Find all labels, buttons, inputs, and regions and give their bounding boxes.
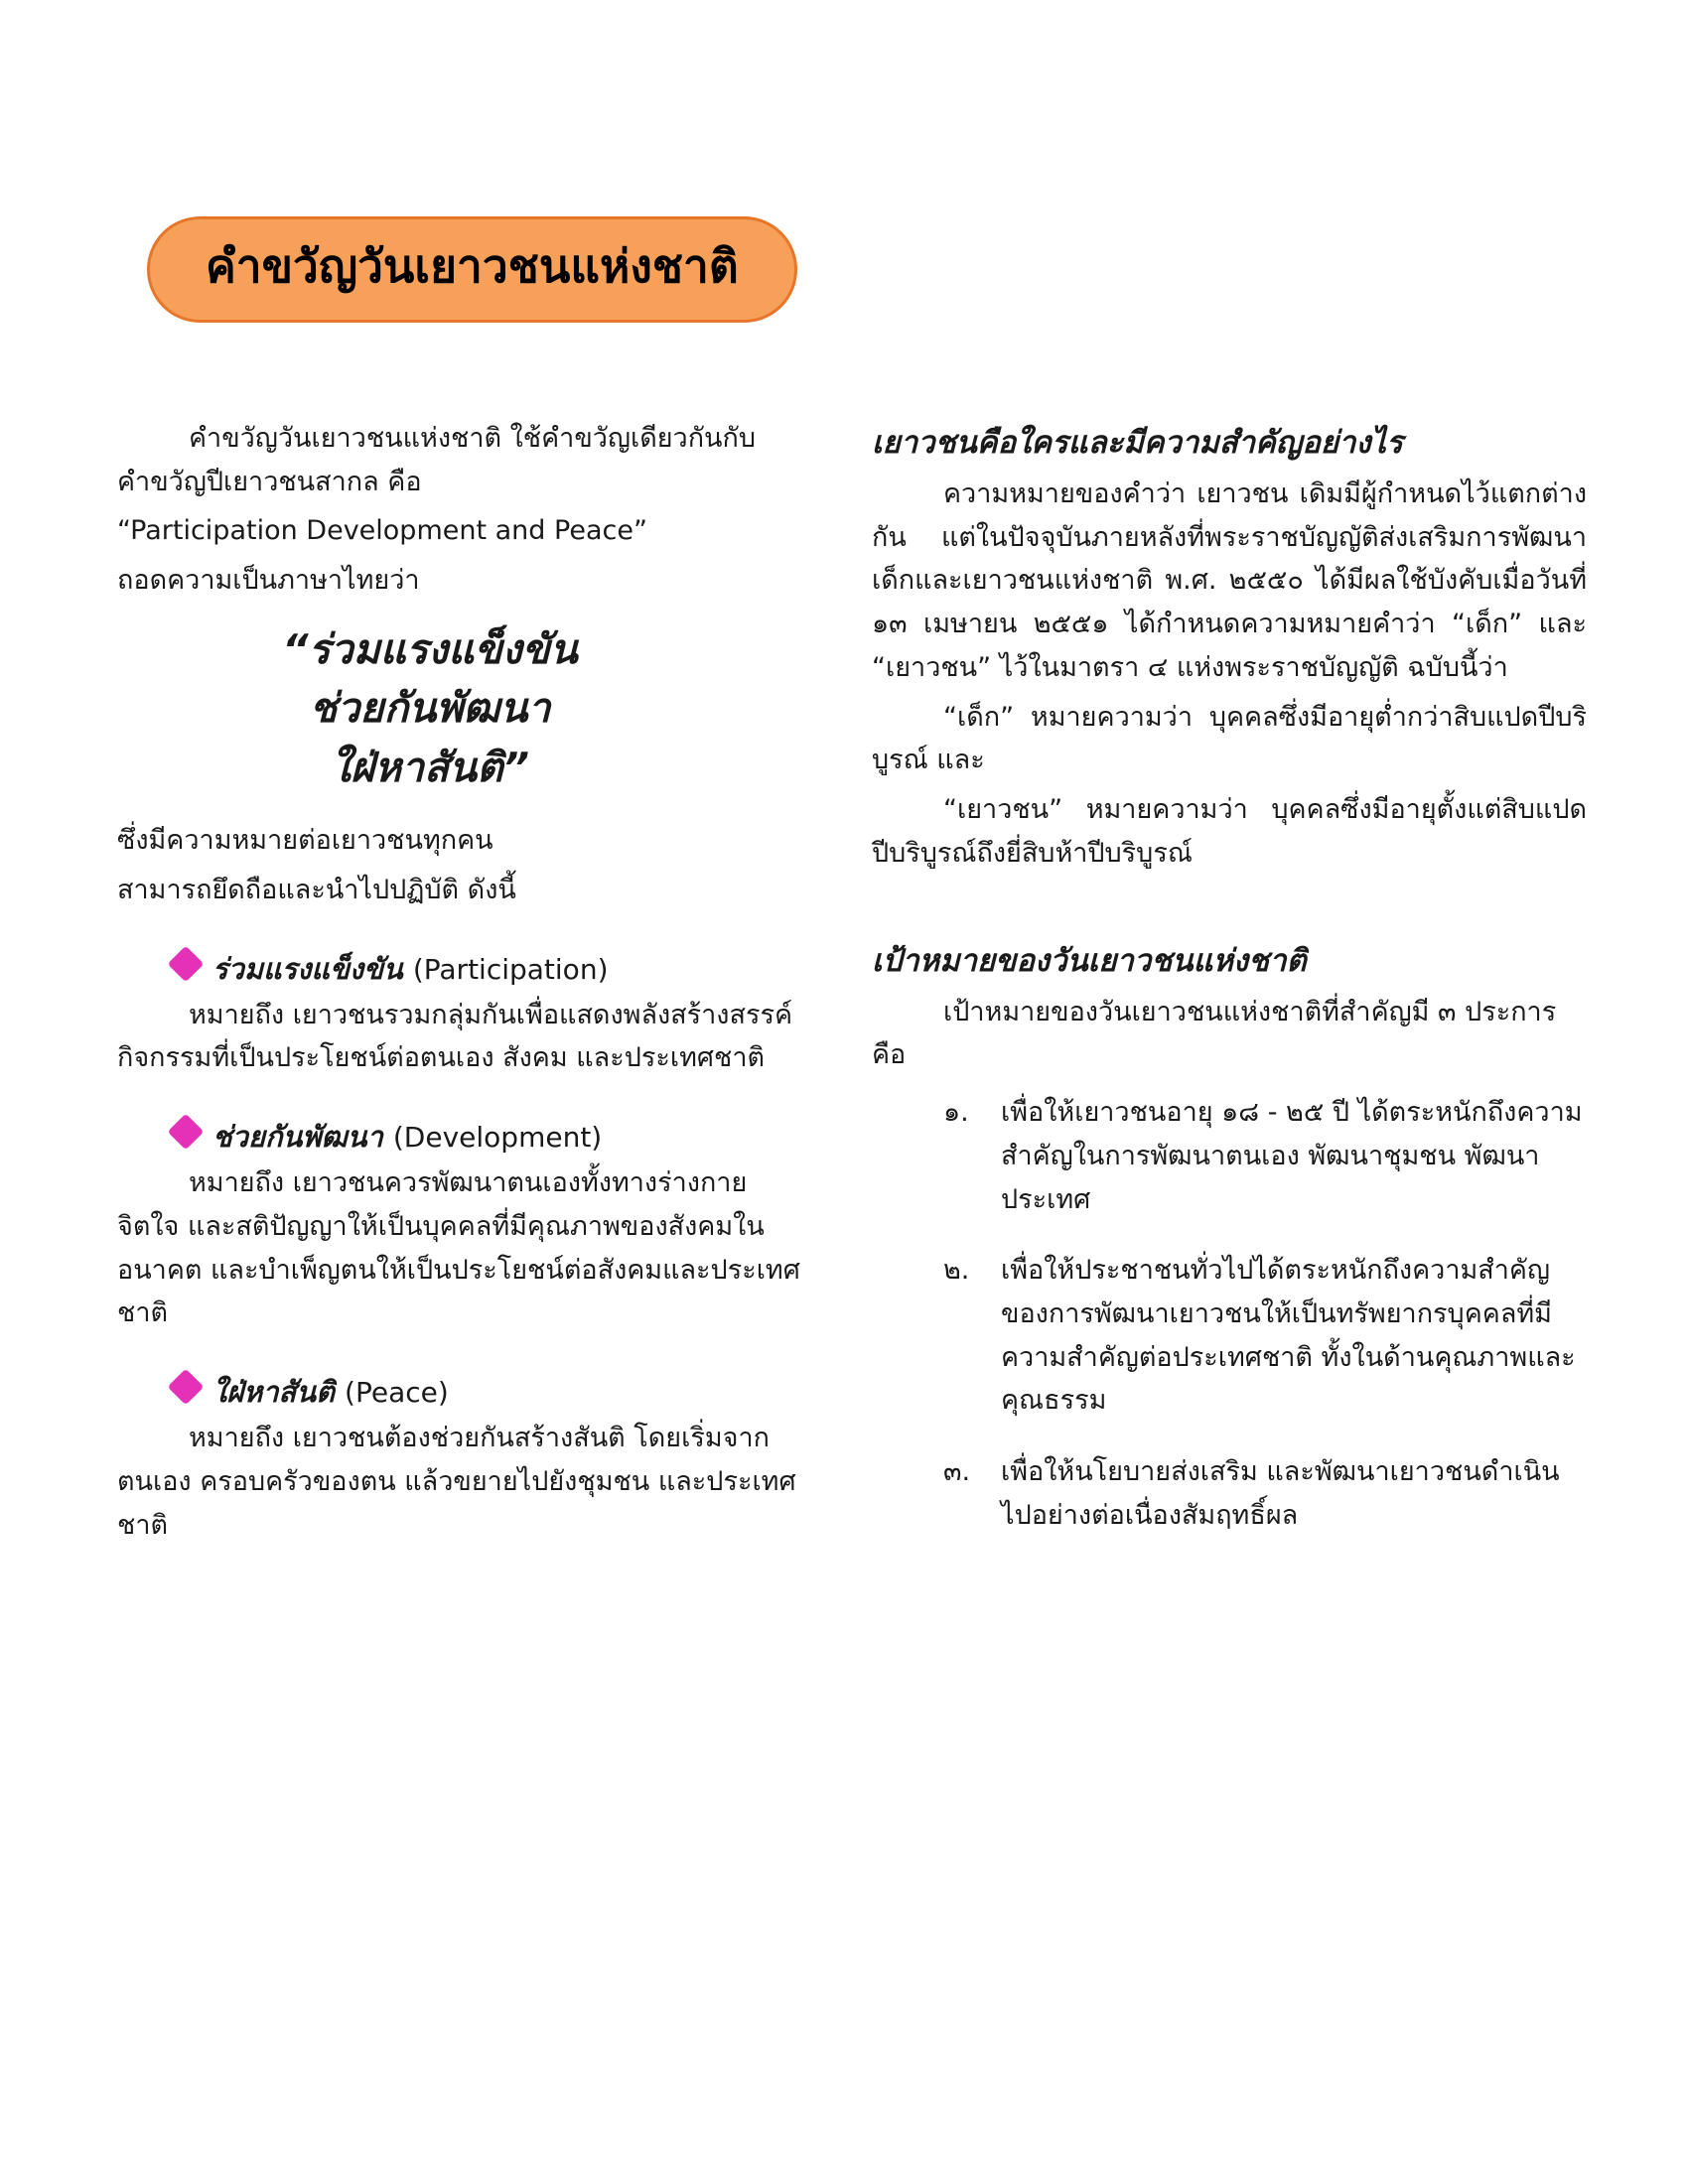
bullet-title: [212, 946, 609, 992]
slogan-line-1: “ร่วมแรงแข็งขัน: [282, 624, 578, 673]
bullet-body: หมายถึง เยาวชนต้องช่วยกันสร้างสันติ โดยเริ่มจากตนเอง ครอบครัวของตน แล้วขยายไปยังชุมชน และประเทศชาติ: [117, 1423, 796, 1541]
bullet-title-thai: ใฝ่หาสันติ: [212, 1375, 335, 1410]
bullet-title: [212, 1114, 602, 1160]
list-item-text: เพื่อให้ประชาชนทั่วไปได้ตระหนักถึงความสำคัญของการพัฒนาเยาวชนให้เป็นทรัพยากรบุคคลที่มีความสำคัญต่อประเทศชาติ ทั้งในด้านคุณภาพและคุณธรรม: [1001, 1255, 1576, 1417]
diamond-bullet-icon: [168, 1114, 205, 1151]
list-item: [872, 1091, 1587, 1221]
list-item-number: ๑.: [943, 1097, 969, 1129]
youth-definition-paragraph-3: “เยาวชน” หมายความว่า บุคคลซึ่งมีอายุตั้งแต่สิบแปดปีบริบูรณ์ถึงยี่สิบห้าปีบริบูรณ์: [872, 794, 1587, 869]
title-banner: [147, 216, 797, 323]
diamond-bullet-icon: [168, 945, 205, 982]
bullet-item: [117, 1114, 812, 1335]
bullet-title: [212, 1369, 449, 1415]
section-heading-youth-definition: เยาวชนคือใครและมีความสำคัญอย่างไร: [872, 425, 1403, 461]
bullet-heading: [117, 946, 812, 992]
list-item: [872, 1450, 1587, 1537]
slogan-block: [117, 620, 812, 797]
bullet-title-thai: ร่วมแรงแข็งขัน: [212, 951, 403, 986]
slogan-line-2: ช่วยกันพัฒนา: [309, 684, 551, 733]
goals-list: [872, 1091, 1587, 1538]
youth-definition-paragraph-1: ความหมายของคำว่า เยาวชน เดิมมีผู้กำหนดไว้แตกต่างกัน แต่ในปัจจุบันภายหลังที่พระราชบัญญัติส่งเสริมการพัฒนาเด็กและเยาวชนแห่งชาติ พ.ศ. ๒๕๕๐ ได้มีผลใช้บังคับเมื่อวันที่ ๑๓ เมษายน ๒๕๕๑ ได้กำหนดความหมายคำว่า “เด็ก” และ “เยาวชน” ไว้ในมาตรา ๔ แห่งพระราชบัญญัติ ฉบับนี้ว่า: [872, 478, 1587, 683]
bullet-body: หมายถึง เยาวชนควรพัฒนาตนเองทั้งทางร่างกาย จิตใจ และสติปัญญาให้เป็นบุคคลที่มีคุณภาพของสังคมในอนาคต และบำเพ็ญตนให้เป็นประโยชน์ต่อสังคมและประเทศชาติ: [117, 1167, 800, 1329]
section-heading-goals: เป้าหมายของวันเยาวชนแห่งชาติ: [872, 942, 1307, 979]
diamond-bullet-icon: [168, 1369, 205, 1406]
intro-paragraph-3: ถอดความเป็นภาษาไทยว่า: [117, 565, 420, 597]
page-title: คำขวัญวันเยาวชนแห่งชาติ: [147, 216, 797, 323]
bullet-item: [117, 946, 812, 1080]
right-column: [872, 417, 1587, 1566]
bullet-item: [117, 1369, 812, 1547]
bullet-title-thai: ช่วยกันพัฒนา: [212, 1120, 383, 1155]
intro-paragraph-2: “Participation Development and Peace”: [117, 515, 647, 547]
bullet-heading: [117, 1369, 812, 1415]
bullet-body: หมายถึง เยาวชนรวมกลุ่มกันเพื่อแสดงพลังสร้างสรรค์กิจกรรมที่เป็นประโยชน์ต่อตนเอง สังคม และประเทศชาติ: [117, 999, 793, 1074]
bullet-heading: [117, 1114, 812, 1160]
slogan-line-3: ใฝ่หาสันติ”: [330, 743, 530, 791]
list-item: [872, 1249, 1587, 1423]
youth-definition-paragraph-2: “เด็ก” หมายความว่า บุคคลซึ่งมีอายุต่ำกว่าสิบแปดปีบริบูรณ์ และ: [872, 701, 1587, 776]
section-spacer: [872, 882, 1587, 935]
intro-paragraph-1: คำขวัญวันเยาวชนแห่งชาติ ใช้คำขวัญเดียวกันกับคำขวัญปีเยาวชนสากล คือ: [117, 423, 756, 497]
after-slogan-paragraph-1: ซึ่งมีความหมายต่อเยาวชนทุกคน: [117, 825, 493, 857]
list-item-text: เพื่อให้เยาวชนอายุ ๑๘ - ๒๕ ปี ได้ตระหนักถึงความสำคัญในการพัฒนาตนเอง พัฒนาชุมชน พัฒนาประเทศ: [1001, 1097, 1583, 1215]
goals-intro-paragraph: เป้าหมายของวันเยาวชนแห่งชาติที่สำคัญมี ๓ ประการ คือ: [872, 996, 1557, 1071]
two-column-body: [117, 417, 1587, 1566]
list-item-text: เพื่อให้นโยบายส่งเสริม และพัฒนาเยาวชนดำเนินไปอย่างต่อเนื่องสัมฤทธิ์ผล: [1001, 1456, 1560, 1531]
bullet-title-english: (Peace): [345, 1376, 449, 1410]
list-item-number: ๓.: [943, 1456, 971, 1488]
list-item-number: ๒.: [943, 1255, 970, 1287]
after-slogan-paragraph-2: สามารถยึดถือและนำไปปฏิบัติ ดังนี้: [117, 874, 516, 905]
bullet-title-english: (Development): [392, 1121, 603, 1155]
left-column: [117, 417, 812, 1566]
bullet-title-english: (Participation): [412, 952, 609, 986]
